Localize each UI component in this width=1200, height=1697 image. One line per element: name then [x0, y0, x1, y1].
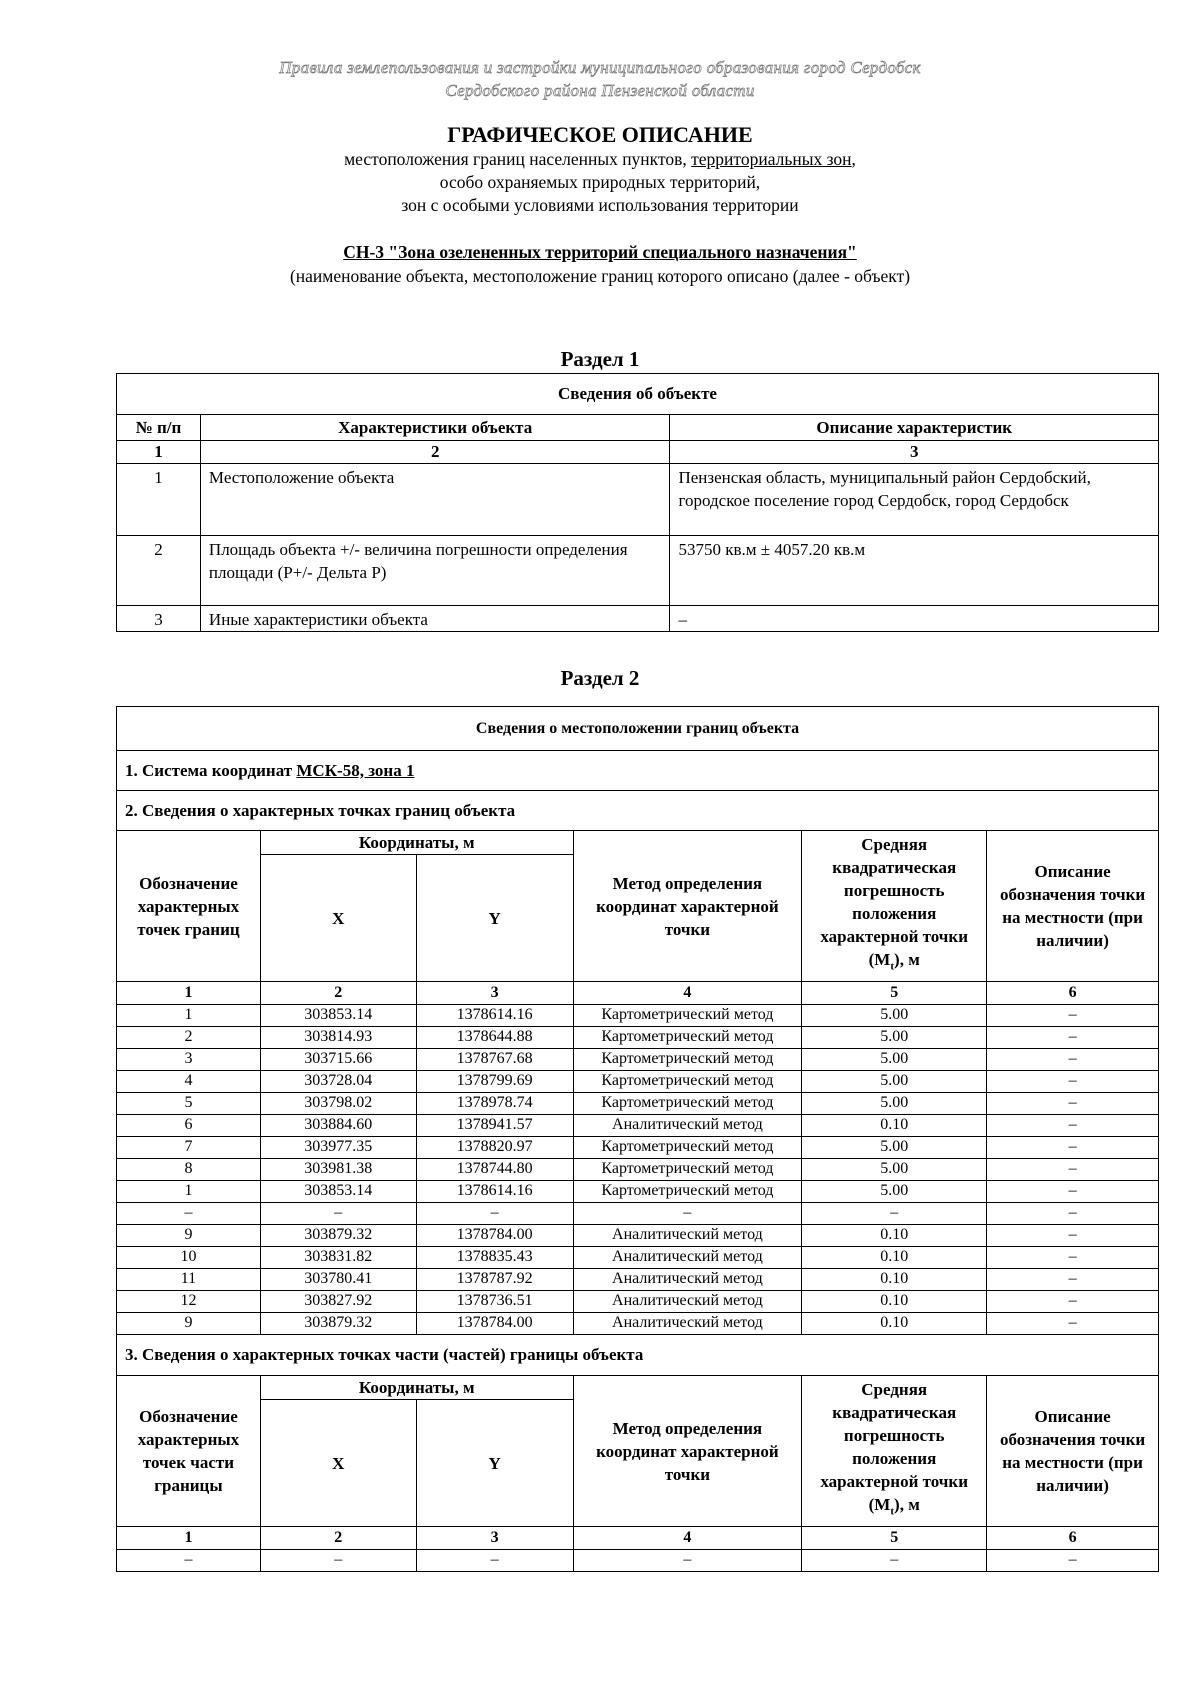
col-y: Y — [416, 1400, 573, 1527]
running-header-line1: Правила землепользования и застройки муниципального образования город Сердобск — [279, 58, 921, 77]
col-number: № п/п — [117, 415, 201, 441]
document-subtitle: местоположения границ населенных пунктов, территориальных зон, особо охраняемых природных территорий, зон с особыми условиями использования территории — [344, 149, 856, 215]
boundary-table-title: Сведения о местоположении границ объекта — [117, 707, 1159, 751]
index-row — [117, 1527, 1159, 1550]
table-row: – – – – – – — [117, 1550, 1159, 1572]
table-row: – – – – – – — [117, 1203, 1159, 1225]
table-row: 2 Площадь объекта +/- величина погрешности определения площади (Р+/- Дельта Р) 53750 кв.м ± 4057.20 кв.м — [117, 536, 1159, 606]
running-header-line2: Сердобского района Пензенской области — [445, 81, 755, 100]
col-index: 2 — [260, 982, 416, 1005]
col-index: 2 — [260, 1527, 416, 1550]
col-index: 1 — [117, 1527, 261, 1550]
col-point-name: Обозначение характерных точек части границы — [117, 1376, 261, 1527]
table-row: 9 303879.32 1378784.00 Аналитический метод 0.10 – — [117, 1225, 1159, 1247]
object-info-table-title: Сведения об объекте — [117, 374, 1159, 415]
table-row: 6 303884.60 1378941.57 Аналитический метод 0.10 – — [117, 1115, 1159, 1137]
col-characteristic: Характеристики объекта — [200, 415, 670, 441]
table-row: 9 303879.32 1378784.00 Аналитический метод 0.10 – — [117, 1313, 1159, 1335]
col-coordinates: Координаты, м — [260, 1376, 573, 1400]
section1-title: Раздел 1 — [560, 347, 640, 371]
table-row: 12 303827.92 1378736.51 Аналитический метод 0.10 – — [117, 1291, 1159, 1313]
parts-title: 3. Сведения о характерных точках части (частей) границы объекта — [117, 1335, 1159, 1376]
col-index: 5 — [802, 982, 987, 1005]
table-row: 1 303853.14 1378614.16 Картометрический метод 5.00 – — [117, 1005, 1159, 1027]
table-row: 2 303814.93 1378644.88 Картометрический метод 5.00 – — [117, 1027, 1159, 1049]
points-title: 2. Сведения о характерных точках границ объекта — [117, 791, 1159, 831]
table-row: 5 303798.02 1378978.74 Картометрический метод 5.00 – — [117, 1093, 1159, 1115]
object-note: (наименование объекта, местоположение границ которого описано (далее - объект) — [289, 266, 911, 286]
col-index: 1 — [117, 441, 201, 464]
col-index: 3 — [670, 441, 1159, 464]
coord-system: 1. Система координат МСК-58, зона 1 — [117, 751, 1159, 791]
col-point-name: Обозначение характерных точек границ — [117, 831, 261, 982]
table-title-row — [117, 707, 1159, 751]
col-x: X — [260, 1400, 416, 1527]
parts-title-row — [117, 1335, 1159, 1376]
section2-title: Раздел 2 — [560, 666, 640, 690]
col-index: 3 — [416, 1527, 573, 1550]
col-index: 2 — [200, 441, 670, 464]
table-row: 7 303977.35 1378820.97 Картометрический метод 5.00 – — [117, 1137, 1159, 1159]
table-row: 3 303715.66 1378767.68 Картометрический метод 5.00 – — [117, 1049, 1159, 1071]
object-info-table — [116, 373, 1159, 632]
boundary-location-table — [116, 706, 1159, 1572]
col-method: Метод определения координат характерной точки — [573, 1376, 802, 1527]
col-index: 4 — [573, 1527, 802, 1550]
table-row: 10 303831.82 1378835.43 Аналитический метод 0.10 – — [117, 1247, 1159, 1269]
col-index: 6 — [987, 982, 1159, 1005]
coord-system-row — [117, 751, 1159, 791]
underlined-term: территориальных зон — [691, 149, 852, 169]
document-title: ГРАФИЧЕСКОЕ ОПИСАНИЕ — [447, 122, 753, 147]
table-row: 4 303728.04 1378799.69 Картометрический метод 5.00 – — [117, 1071, 1159, 1093]
col-index: 1 — [117, 982, 261, 1005]
col-point-description: Описание обозначения точки на местности (при наличии) — [987, 1376, 1159, 1527]
running-header — [0, 56, 1200, 102]
points-title-row — [117, 791, 1159, 831]
col-index: 4 — [573, 982, 802, 1005]
col-index: 6 — [987, 1527, 1159, 1550]
header-row — [117, 831, 1159, 855]
table-row: 3 Иные характеристики объекта – — [117, 606, 1159, 632]
col-index: 3 — [416, 982, 573, 1005]
table-row: 1 Местоположение объекта Пензенская область, муниципальный район Сердобский, городское поселение город Сердобск, город Сердобск — [117, 464, 1159, 536]
table-row: 8 303981.38 1378744.80 Картометрический метод 5.00 – — [117, 1159, 1159, 1181]
coord-system-value: МСК-58, зона 1 — [296, 760, 415, 780]
col-error: Средняя квадратическая погрешность положения характерной точки $(M_t)$, м — [802, 831, 987, 982]
header-row — [117, 1376, 1159, 1400]
col-error: Средняя квадратическая погрешность положения характерной точки $(M_t)$, м — [802, 1376, 987, 1527]
table-row: 11 303780.41 1378787.92 Аналитический метод 0.10 – — [117, 1269, 1159, 1291]
object-name: СН-3 "Зона озелененных территорий специального назначения" — [343, 242, 857, 262]
col-x: X — [260, 855, 416, 982]
col-y: Y — [416, 855, 573, 982]
index-row — [117, 982, 1159, 1005]
col-coordinates: Координаты, м — [260, 831, 573, 855]
col-point-description: Описание обозначения точки на местности (при наличии) — [987, 831, 1159, 982]
col-method: Метод определения координат характерной точки — [573, 831, 802, 982]
col-index: 5 — [802, 1527, 987, 1550]
table-row: 1 303853.14 1378614.16 Картометрический метод 5.00 – — [117, 1181, 1159, 1203]
col-description: Описание характеристик — [670, 415, 1159, 441]
